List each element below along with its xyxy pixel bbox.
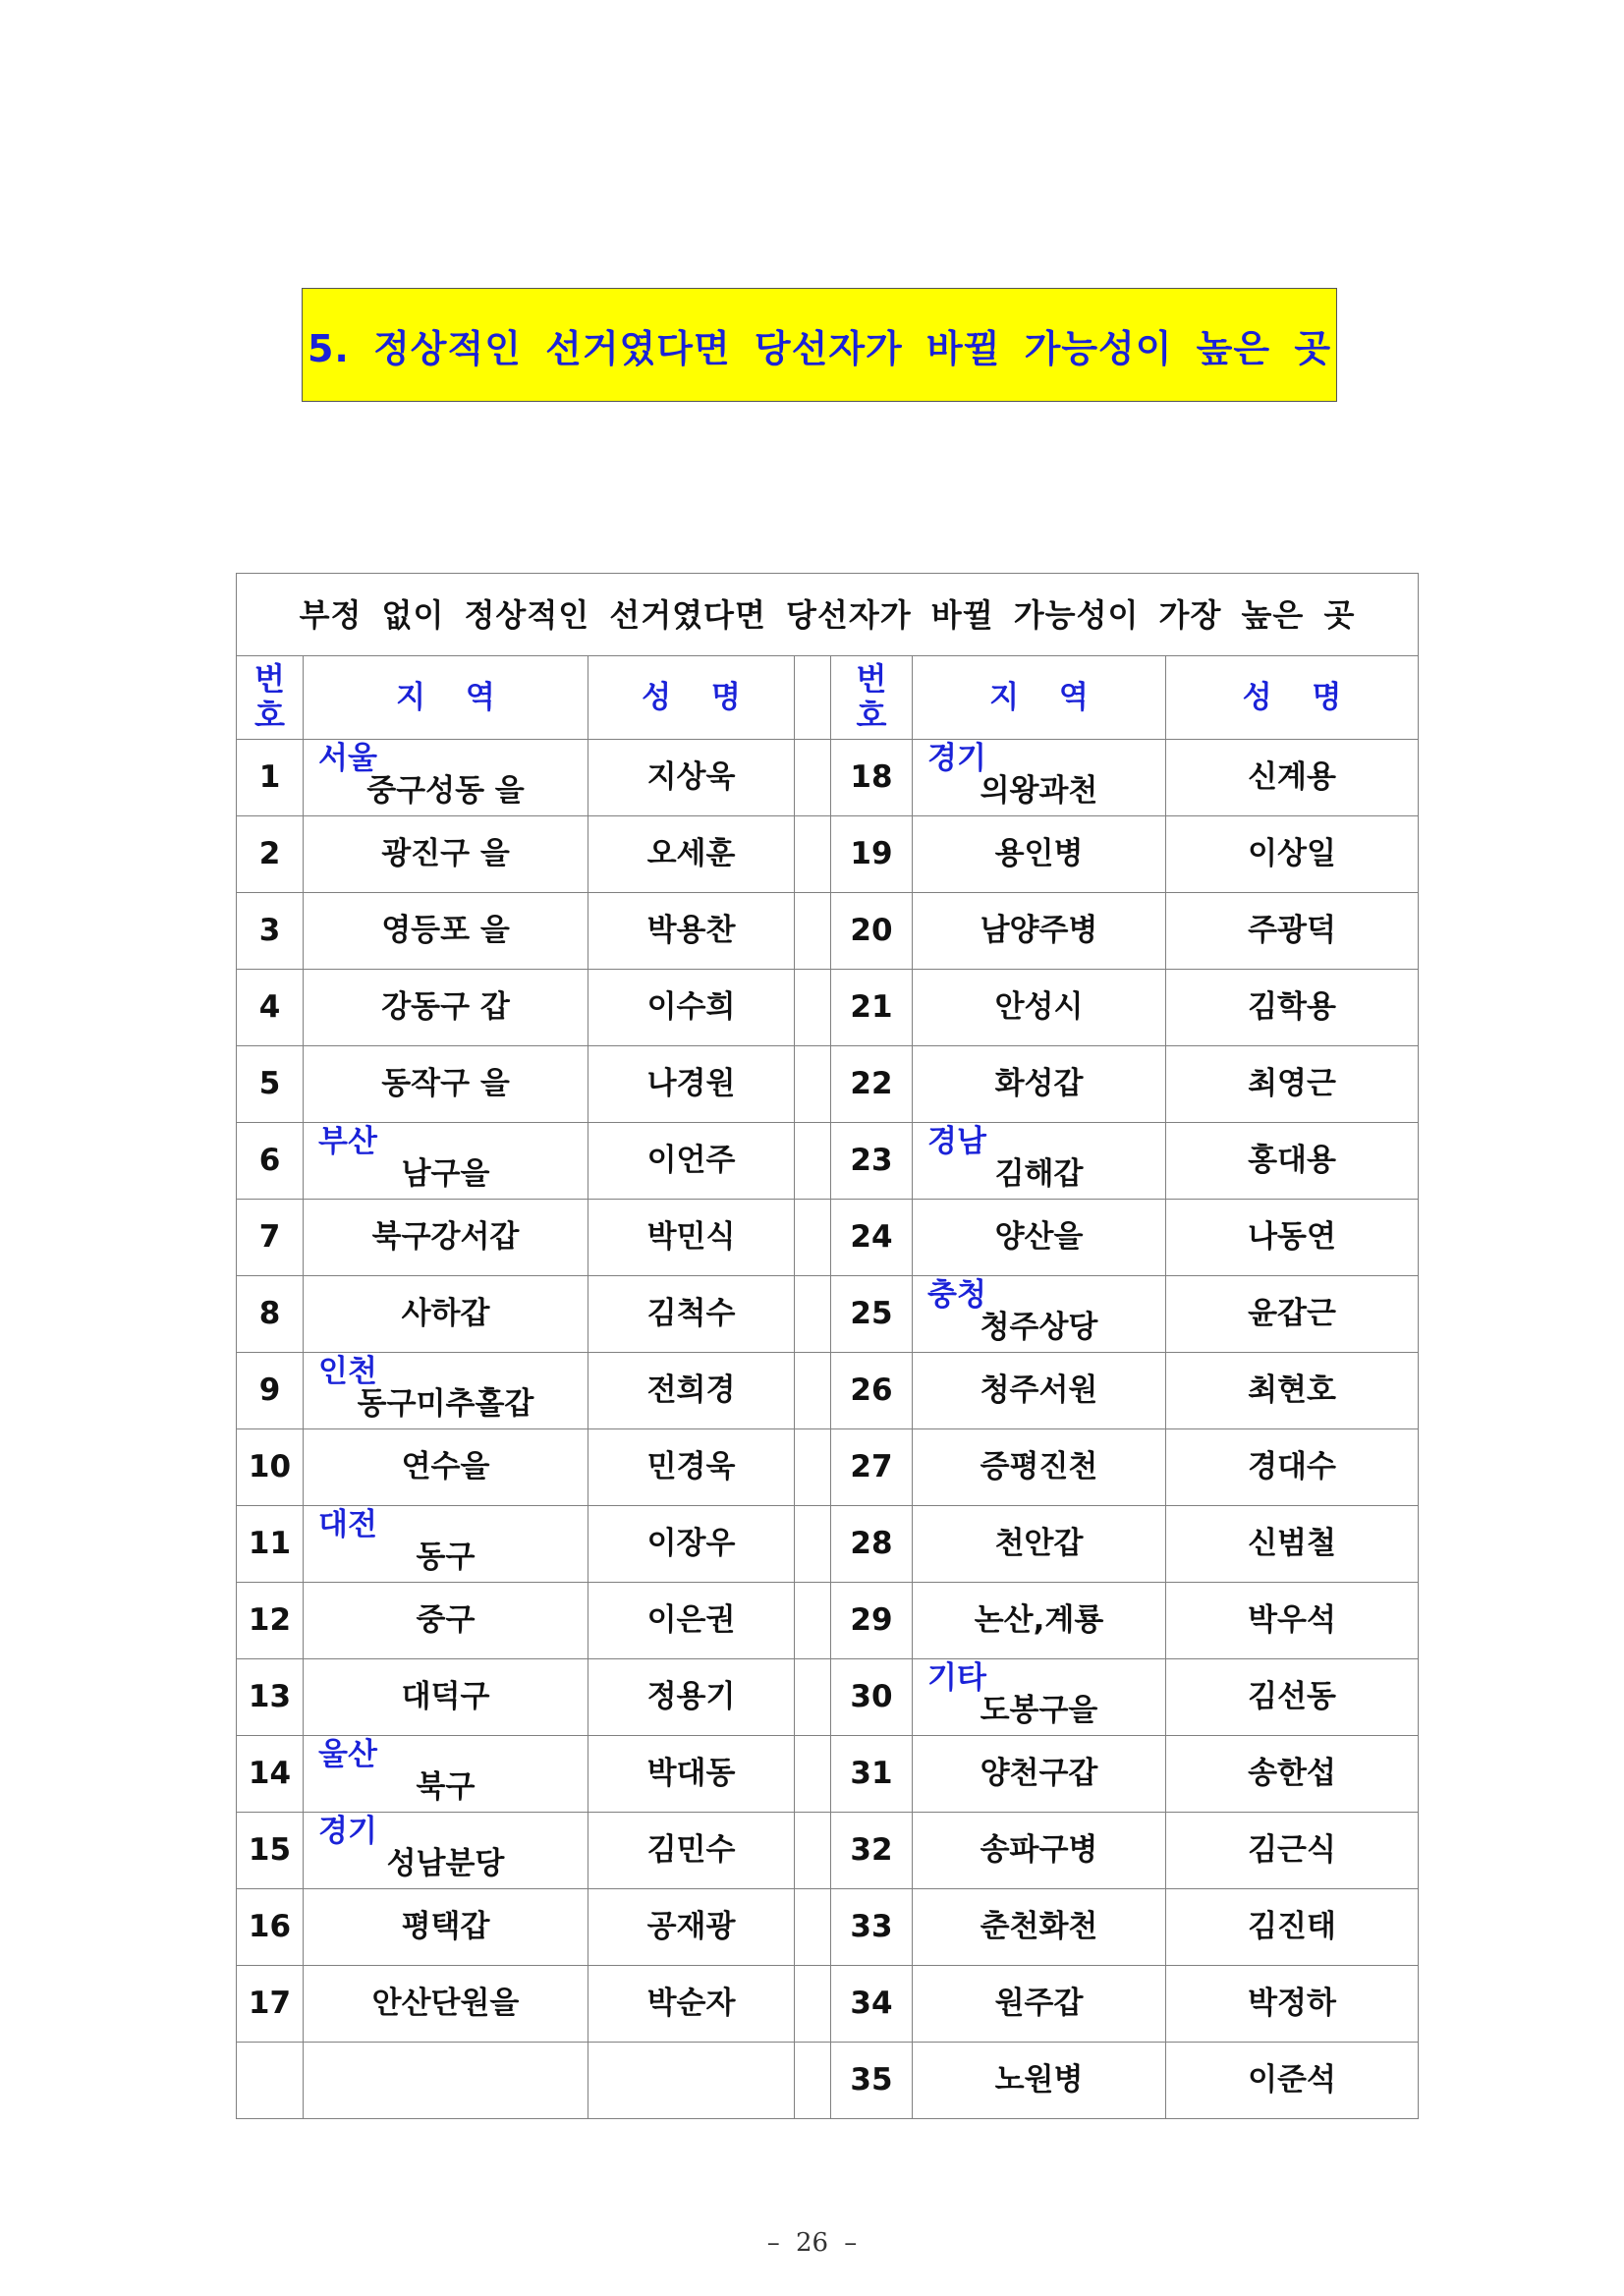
row-number: 35	[831, 2043, 913, 2119]
district-name: 성남분당	[386, 1846, 505, 1881]
candidate-name: 지상욱	[588, 740, 795, 816]
row-number: 9	[237, 1353, 304, 1429]
candidate-name: 신계용	[1166, 740, 1419, 816]
candidate-name: 나동연	[1166, 1200, 1419, 1276]
candidate-name: 이준석	[1166, 2043, 1419, 2119]
region-cell	[913, 1966, 1166, 2043]
table-row	[237, 1659, 1419, 1736]
candidate-name: 박민식	[588, 1200, 795, 1276]
candidate-name: 김근식	[1166, 1813, 1419, 1889]
district-name: 연수을	[401, 1449, 490, 1484]
row-number: 2	[237, 816, 304, 893]
region-cell	[304, 1659, 588, 1736]
district-name: 중구	[416, 1602, 476, 1638]
region-cell	[913, 970, 1166, 1046]
candidate-name: 이언주	[588, 1123, 795, 1200]
table-row	[237, 1813, 1419, 1889]
row-number: 10	[237, 1429, 304, 1506]
candidates-table	[236, 573, 1419, 2119]
candidate-name: 김민수	[588, 1813, 795, 1889]
table-row	[237, 1736, 1419, 1813]
region-cell	[913, 1889, 1166, 1966]
province-label: 기타	[927, 1660, 986, 1696]
row-number: 13	[237, 1659, 304, 1736]
district-name: 남양주병	[980, 913, 1098, 948]
district-name: 남구을	[401, 1156, 490, 1192]
gap-cell	[795, 1813, 831, 1889]
header-name-left: 성 명	[588, 656, 795, 740]
district-name: 강동구 갑	[381, 989, 510, 1025]
row-number: 18	[831, 740, 913, 816]
district-name: 원주갑	[994, 1986, 1084, 2021]
table-row	[237, 893, 1419, 970]
table-row	[237, 1123, 1419, 1200]
candidate-name: 홍대용	[1166, 1123, 1419, 1200]
table-header-row	[237, 656, 1419, 740]
table-row	[237, 2043, 1419, 2119]
region-cell	[304, 2043, 588, 2119]
gap-cell	[795, 1353, 831, 1429]
row-number: 7	[237, 1200, 304, 1276]
region-cell	[304, 1276, 588, 1353]
province-label: 경기	[927, 741, 986, 776]
region-cell	[913, 740, 1166, 816]
province-label: 경남	[927, 1124, 986, 1159]
district-name: 증평진천	[980, 1449, 1098, 1484]
province-label: 서울	[318, 741, 377, 776]
candidate-name	[588, 2043, 795, 2119]
header-num-left: 번 호	[237, 656, 304, 740]
candidate-name: 최영근	[1166, 1046, 1419, 1123]
table-row	[237, 1583, 1419, 1659]
candidate-name: 박대동	[588, 1736, 795, 1813]
row-number: 4	[237, 970, 304, 1046]
row-number: 23	[831, 1123, 913, 1200]
row-number: 30	[831, 1659, 913, 1736]
region-cell	[913, 1736, 1166, 1813]
candidate-name: 이상일	[1166, 816, 1419, 893]
candidate-name: 김선동	[1166, 1659, 1419, 1736]
row-number: 5	[237, 1046, 304, 1123]
row-number: 15	[237, 1813, 304, 1889]
district-name: 북구강서갑	[371, 1219, 520, 1255]
candidate-name: 박용찬	[588, 893, 795, 970]
district-name: 논산,계룡	[974, 1602, 1104, 1638]
district-name: 송파구병	[980, 1832, 1098, 1868]
region-cell	[913, 816, 1166, 893]
district-name: 안산단원을	[371, 1986, 520, 2021]
header-region-right: 지 역	[913, 656, 1166, 740]
district-name: 평택갑	[401, 1909, 490, 1944]
row-number: 27	[831, 1429, 913, 1506]
district-name: 도봉구을	[980, 1693, 1098, 1728]
table-row	[237, 740, 1419, 816]
header-name-right: 성 명	[1166, 656, 1419, 740]
district-name: 동구미추홀갑	[357, 1386, 534, 1422]
district-name: 양산을	[994, 1219, 1084, 1255]
gap-cell	[795, 1200, 831, 1276]
gap-cell	[795, 1123, 831, 1200]
region-cell	[304, 1353, 588, 1429]
table-row	[237, 1429, 1419, 1506]
row-number: 25	[831, 1276, 913, 1353]
gap-cell	[795, 740, 831, 816]
row-number: 12	[237, 1583, 304, 1659]
region-cell	[304, 1736, 588, 1813]
region-cell	[304, 1813, 588, 1889]
candidate-name: 민경욱	[588, 1429, 795, 1506]
header-num-right: 번 호	[831, 656, 913, 740]
region-cell	[304, 816, 588, 893]
candidate-name: 이장우	[588, 1506, 795, 1583]
region-cell	[913, 1506, 1166, 1583]
district-name: 천안갑	[994, 1526, 1084, 1561]
row-number: 14	[237, 1736, 304, 1813]
gap-cell	[795, 1046, 831, 1123]
row-number: 22	[831, 1046, 913, 1123]
row-number: 24	[831, 1200, 913, 1276]
gap-cell	[795, 1276, 831, 1353]
district-name: 안성시	[994, 989, 1084, 1025]
region-cell	[913, 1583, 1166, 1659]
gap-cell	[795, 2043, 831, 2119]
row-number: 17	[237, 1966, 304, 2043]
gap-cell	[795, 656, 831, 740]
candidate-name: 이은권	[588, 1583, 795, 1659]
row-number: 19	[831, 816, 913, 893]
row-number: 34	[831, 1966, 913, 2043]
table-row	[237, 1200, 1419, 1276]
province-label: 충청	[927, 1277, 986, 1313]
district-name: 청주서원	[980, 1372, 1098, 1408]
candidate-name: 전희경	[588, 1353, 795, 1429]
region-cell	[304, 1966, 588, 2043]
page-number: – 26 –	[766, 2228, 858, 2258]
candidate-name: 주광덕	[1166, 893, 1419, 970]
header-region-left: 지 역	[304, 656, 588, 740]
region-cell	[913, 893, 1166, 970]
gap-cell	[795, 1889, 831, 1966]
table-row	[237, 1353, 1419, 1429]
province-label: 대전	[318, 1507, 377, 1542]
gap-cell	[795, 1583, 831, 1659]
district-name: 영등포 을	[381, 913, 510, 948]
row-number: 8	[237, 1276, 304, 1353]
row-number	[237, 2043, 304, 2119]
district-name: 노원병	[994, 2062, 1084, 2098]
region-cell	[304, 740, 588, 816]
table-caption: 부정 없이 정상적인 선거였다면 당선자가 바뀔 가능성이 가장 높은 곳	[237, 574, 1419, 656]
row-number: 26	[831, 1353, 913, 1429]
province-label: 인천	[318, 1354, 377, 1389]
region-cell	[913, 1659, 1166, 1736]
region-cell	[304, 970, 588, 1046]
candidate-name: 경대수	[1166, 1429, 1419, 1506]
district-name: 춘천화천	[980, 1909, 1098, 1944]
gap-cell	[795, 816, 831, 893]
region-cell	[913, 1429, 1166, 1506]
candidate-name: 윤갑근	[1166, 1276, 1419, 1353]
row-number: 33	[831, 1889, 913, 1966]
table-row	[237, 970, 1419, 1046]
candidate-name: 박순자	[588, 1966, 795, 2043]
region-cell	[304, 1429, 588, 1506]
table-row	[237, 1046, 1419, 1123]
region-cell	[913, 1276, 1166, 1353]
region-cell	[304, 1506, 588, 1583]
province-label: 경기	[318, 1814, 377, 1849]
district-name: 사하갑	[401, 1296, 490, 1331]
table-row	[237, 1889, 1419, 1966]
row-number: 32	[831, 1813, 913, 1889]
district-name: 중구성동 을	[366, 773, 525, 809]
row-number: 11	[237, 1506, 304, 1583]
province-label: 부산	[318, 1124, 377, 1159]
row-number: 1	[237, 740, 304, 816]
candidate-name: 신범철	[1166, 1506, 1419, 1583]
candidate-name: 김진태	[1166, 1889, 1419, 1966]
region-cell	[304, 1889, 588, 1966]
candidate-name: 박우석	[1166, 1583, 1419, 1659]
table-row	[237, 1506, 1419, 1583]
district-name: 동작구 을	[381, 1066, 510, 1101]
region-cell	[304, 1046, 588, 1123]
province-label: 울산	[318, 1737, 377, 1772]
region-cell	[304, 1583, 588, 1659]
candidate-name: 송한섭	[1166, 1736, 1419, 1813]
candidate-name: 김척수	[588, 1276, 795, 1353]
candidate-name: 이수희	[588, 970, 795, 1046]
district-name: 양천구갑	[980, 1756, 1098, 1791]
district-name: 북구	[416, 1769, 476, 1805]
table-row	[237, 1276, 1419, 1353]
row-number: 20	[831, 893, 913, 970]
gap-cell	[795, 1966, 831, 2043]
row-number: 31	[831, 1736, 913, 1813]
candidate-name: 정용기	[588, 1659, 795, 1736]
region-cell	[304, 893, 588, 970]
gap-cell	[795, 893, 831, 970]
row-number: 21	[831, 970, 913, 1046]
region-cell	[913, 1046, 1166, 1123]
row-number: 6	[237, 1123, 304, 1200]
row-number: 29	[831, 1583, 913, 1659]
region-cell	[304, 1200, 588, 1276]
gap-cell	[795, 1506, 831, 1583]
table-row	[237, 816, 1419, 893]
district-name: 동구	[416, 1540, 476, 1575]
region-cell	[913, 1200, 1166, 1276]
candidate-name: 박정하	[1166, 1966, 1419, 2043]
region-cell	[913, 1123, 1166, 1200]
region-cell	[304, 1123, 588, 1200]
gap-cell	[795, 1429, 831, 1506]
gap-cell	[795, 1736, 831, 1813]
table-row	[237, 1966, 1419, 2043]
district-name: 화성갑	[994, 1066, 1084, 1101]
district-name: 대덕구	[401, 1679, 490, 1714]
row-number: 28	[831, 1506, 913, 1583]
candidate-name: 김학용	[1166, 970, 1419, 1046]
district-name: 청주상당	[980, 1310, 1098, 1345]
region-cell	[913, 2043, 1166, 2119]
row-number: 16	[237, 1889, 304, 1966]
district-name: 광진구 을	[381, 836, 510, 871]
region-cell	[913, 1353, 1166, 1429]
section-title-box	[302, 288, 1337, 402]
candidate-name: 오세훈	[588, 816, 795, 893]
candidate-name: 공재광	[588, 1889, 795, 1966]
candidate-name: 나경원	[588, 1046, 795, 1123]
district-name: 용인병	[994, 836, 1084, 871]
section-title: 5. 정상적인 선거였다면 당선자가 바뀔 가능성이 높은 곳	[307, 326, 1332, 370]
gap-cell	[795, 1659, 831, 1736]
row-number: 3	[237, 893, 304, 970]
district-name: 김해갑	[994, 1156, 1084, 1192]
region-cell	[913, 1813, 1166, 1889]
district-name: 의왕과천	[980, 773, 1098, 809]
gap-cell	[795, 970, 831, 1046]
candidate-name: 최현호	[1166, 1353, 1419, 1429]
